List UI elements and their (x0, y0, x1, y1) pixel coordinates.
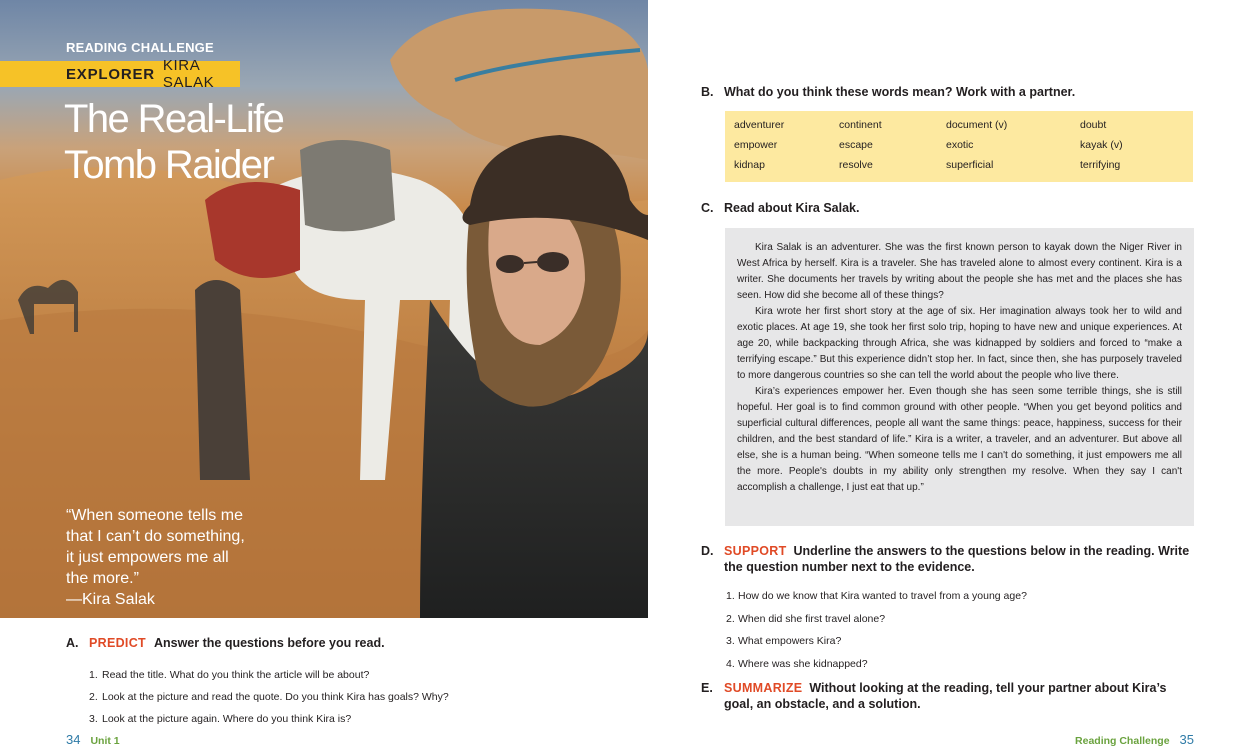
section-b-vocabulary (701, 85, 1075, 99)
list-item (89, 664, 626, 686)
quote-line: that I can’t do something, (66, 528, 245, 545)
list-item (726, 608, 1027, 631)
section-instruction: Read about Kira Salak. (724, 201, 860, 215)
section-e-heading (701, 680, 1195, 712)
vocab-word: adventurer (734, 119, 785, 131)
item-text: What empowers Kira? (738, 635, 842, 647)
section-a-predict (66, 636, 626, 730)
footer-label: Reading Challenge (1075, 735, 1170, 747)
vocab-word: superficial (946, 159, 994, 171)
item-number: 2. (89, 691, 98, 703)
item-number: 1. (726, 590, 735, 602)
vocab-word: escape (839, 139, 873, 151)
vocab-word: terrifying (1080, 159, 1121, 171)
reading-challenge-kicker: READING CHALLENGE (66, 40, 214, 55)
section-tag: SUMMARIZE (724, 681, 803, 695)
section-a-heading (66, 636, 626, 650)
reading-passage (725, 228, 1194, 526)
section-c-heading (701, 201, 859, 215)
explorer-banner (0, 57, 240, 91)
list-item (726, 653, 1027, 676)
section-letter: B. (701, 85, 714, 99)
section-letter: A. (66, 636, 79, 650)
vocab-word: empower (734, 139, 778, 151)
section-instruction: Without looking at the reading, tell your partner about Kira’s goal, an obstacle, and a solution. (724, 681, 1167, 711)
pull-quote (66, 505, 326, 610)
vocab-word: exotic (946, 139, 974, 151)
section-instruction: What do you think these words mean? Work with a partner. (724, 85, 1076, 99)
vocab-word: doubt (1080, 119, 1107, 131)
section-b-heading (701, 85, 1075, 99)
vocab-word: kayak (v) (1080, 139, 1123, 151)
title-line: The Real-Life (64, 97, 284, 141)
section-instruction: Underline the answers to the questions below in the reading. Write the question number next to the evidence. (724, 544, 1190, 574)
cover-photo (0, 0, 648, 618)
predict-questions (66, 664, 626, 730)
page-number: 35 (1179, 732, 1194, 747)
item-number: 1. (89, 669, 98, 681)
vocabulary-box (725, 111, 1193, 182)
section-body (724, 680, 1194, 712)
item-text: Look at the picture and read the quote. Do you think Kira has goals? Why? (102, 691, 449, 703)
footer-left (66, 732, 120, 747)
footer-right (1075, 732, 1194, 747)
section-letter: E. (701, 681, 713, 695)
title-line: Tomb Raider (64, 143, 274, 187)
section-tag: SUPPORT (724, 544, 787, 558)
section-letter: D. (701, 544, 714, 558)
item-text: Where was she kidnapped? (738, 657, 868, 670)
section-instruction: Answer the questions before you read. (153, 636, 385, 650)
list-item (89, 708, 626, 730)
vocab-word: document (v) (946, 119, 1008, 131)
section-d-support (701, 543, 1195, 575)
vocab-word: kidnap (734, 159, 765, 171)
section-letter: C. (701, 201, 714, 215)
passage-paragraph: Kira’s experiences empower her. Even though she has seen some terrible things, she is still hopeful. Her goal is to find common ground with other people. “When you get beyond politics and superficial cultural differences, people all want the same things: peace, happiness, success for their children, and the best standard of life.” Kira is a writer, a traveler, and an adventurer. But above all else, she is a human being. “When someone tells me I can't do something, it just empowers me all the more. People's doubts in my ability only strengthen my resolve. When they say I can't accomplish a challenge, I just eat that up.” (737, 386, 1182, 493)
list-item (726, 630, 1027, 653)
unit-label: Unit 1 (90, 735, 120, 747)
quote-line: it just empowers me all (66, 549, 229, 566)
section-c-head (701, 201, 859, 215)
list-item (726, 585, 1027, 608)
explorer-label: EXPLORER (66, 65, 155, 83)
item-number: 2. (726, 612, 735, 625)
item-number: 3. (89, 713, 98, 725)
vocab-word: continent (839, 119, 882, 131)
item-number: 3. (726, 635, 735, 647)
support-questions (726, 585, 1027, 675)
quote-line: the more.” (66, 570, 139, 587)
item-text: Look at the picture again. Where do you think Kira is? (102, 713, 352, 725)
item-text: When did she first travel alone? (738, 612, 886, 625)
item-text: Read the title. What do you think the article will be about? (102, 669, 370, 681)
list-item (89, 686, 626, 708)
explorer-name: KIRA SALAK (162, 57, 215, 91)
section-tag: PREDICT (89, 636, 146, 650)
page-number: 34 (66, 732, 81, 747)
section-d-heading (701, 543, 1195, 575)
item-text: How do we know that Kira wanted to travel from a young age? (738, 590, 1027, 602)
vocab-word: resolve (839, 159, 873, 171)
article-title (64, 96, 394, 188)
section-body (724, 543, 1194, 575)
quote-line: “When someone tells me (66, 507, 243, 524)
passage-paragraph: Kira Salak is an adventurer. She was the first known person to kayak down the Niger River in West Africa by herself. Kira is a traveler. She has traveled alone to almost every continent. Kira is a writer. She documents her travels by writing about the people she has met and the places she has seen. How did she become all of these things? (737, 242, 1182, 301)
passage-paragraph: Kira wrote her first short story at the age of six. Her imagination always took her to wild and exotic places. At age 19, she took her first solo trip, hoping to have new and unique experiences. At age 20, while backpacking through Africa, she was kidnapped by soldiers and forced to “make a terrifying escape.” But this experience didn’t stop her. In fact, since then, she has purposely traveled to more dangerous countries so she can tell the world about the people who live there. (737, 306, 1182, 381)
quote-attribution: —Kira Salak (66, 591, 155, 608)
section-e-summarize (701, 680, 1195, 712)
item-number: 4. (726, 657, 735, 670)
